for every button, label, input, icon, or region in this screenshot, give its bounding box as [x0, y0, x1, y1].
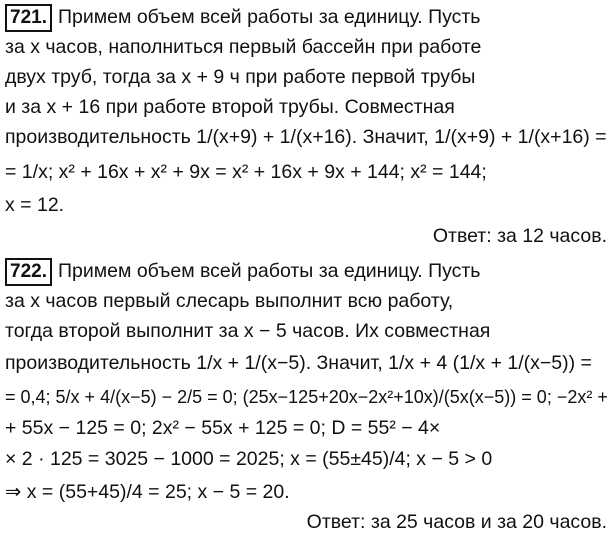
problem-721-line-2: за x часов, наполниться первый бассейн при работе: [5, 36, 482, 58]
problem-721-line-4: и за x + 16 при работе второй трубы. Совместная: [5, 96, 455, 118]
problem-721-line-6: = 1/x; x² + 16x + x² + 9x = x² + 16x + 9x + 144; x² = 144;: [5, 161, 487, 183]
problem-722-answer: Ответ: за 25 часов и за 20 часов.: [306, 511, 607, 533]
problem-721-line-7: x = 12.: [5, 194, 65, 216]
problem-722-line-8: ⇒ x = (55+45)/4 = 25; x − 5 = 20.: [5, 481, 290, 503]
problem-722-line-7: × 2 · 125 = 3025 − 1000 = 2025; x = (55±45)/4; x − 5 > 0: [5, 448, 493, 470]
problem-721-answer: Ответ: за 12 часов.: [432, 225, 607, 247]
problem-721-number: 721.: [5, 4, 52, 32]
problem-721-line-1: 721. Примем объем всей работы за единицу. Пусть: [5, 2, 480, 32]
problem-721-line-5: производительность 1/(x+9) + 1/(x+16). Значит, 1/(x+9) + 1/(x+16) =: [5, 126, 607, 148]
problem-722-line-6: + 55x − 125 = 0; 2x² − 55x + 125 = 0; D = 55² − 4×: [5, 417, 441, 439]
problem-722-number: 722.: [5, 258, 52, 286]
problem-722-line-4: производительность 1/x + 1/(x−5). Значит, 1/x + 4 (1/x + 1/(x−5)) =: [5, 352, 592, 374]
problem-722-line-5: = 0,4; 5/x + 4/(x−5) − 2/5 = 0; (25x−125+20x−2x²+10x)/(5x(x−5)) = 0; −2x² +: [5, 387, 608, 407]
problem-722-line-2: за x часов первый слесарь выполнит всю работу,: [5, 290, 454, 312]
problem-722-line-1: 722. Примем объем всей работы за единицу. Пусть: [5, 256, 480, 286]
problem-722-line-3: тогда второй выполнит за x − 5 часов. Их совместная: [5, 320, 491, 342]
problem-721-line-3: двух труб, тогда за x + 9 ч при работе первой трубы: [5, 66, 476, 88]
